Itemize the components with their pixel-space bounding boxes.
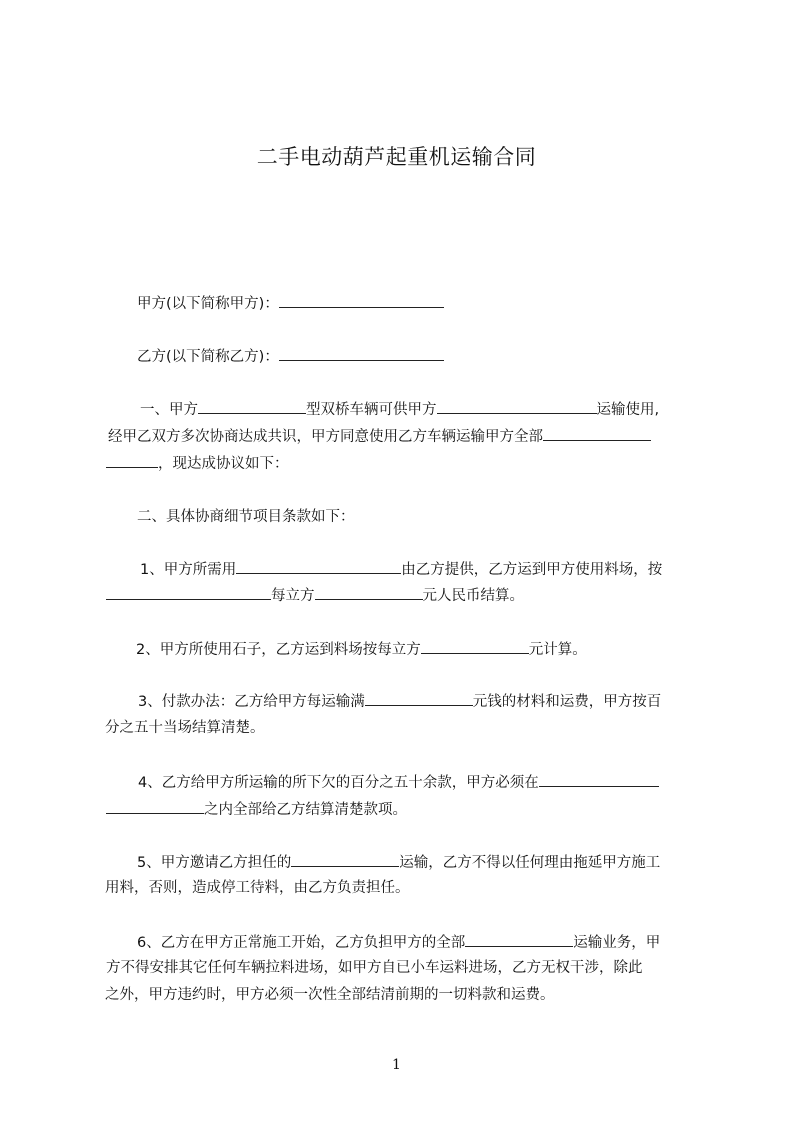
item5-text-2: 运输，乙方不得以任何理由拖延甲方施工 bbox=[399, 855, 661, 871]
blank bbox=[315, 584, 423, 600]
item1-text-4: 元人民币结算。 bbox=[422, 588, 524, 604]
item5-text-1: 5、甲方邀请乙方担任的 bbox=[137, 855, 292, 871]
item2-text-1: 2、甲方所使用石子，乙方运到料场按每立方 bbox=[136, 642, 421, 658]
party-b-blank bbox=[279, 345, 444, 361]
clause2-line bbox=[137, 507, 355, 527]
item4-line1 bbox=[138, 771, 659, 793]
item1-line2 bbox=[106, 584, 524, 606]
item4-text-1: 4、乙方给甲方所运输的所下欠的百分之五十余款，甲方必须在 bbox=[138, 775, 539, 791]
blank bbox=[421, 638, 529, 654]
item2-text-2: 元计算。 bbox=[528, 642, 587, 658]
item3-text-1: 3、付款办法：乙方给甲方每运输满 bbox=[138, 694, 365, 710]
party-b-label: 乙方(以下简称乙方)： bbox=[137, 349, 279, 365]
item5-text-3: 用料，否则，造成停工待料，由乙方负责担任。 bbox=[105, 880, 410, 896]
item4-line2 bbox=[106, 798, 407, 820]
item4-text-2: 之内全部给乙方结算清楚款项。 bbox=[204, 802, 407, 818]
item6-text-4: 之外，甲方违约时，甲方必须一次性全部结清前期的一切料款和运费。 bbox=[105, 987, 555, 1003]
blank bbox=[539, 771, 659, 787]
item1-text-3: 每立方 bbox=[271, 588, 315, 604]
blank bbox=[543, 425, 651, 441]
blank bbox=[198, 398, 306, 414]
item1-text-2: 由乙方提供，乙方运到甲方使用料场，按 bbox=[401, 562, 663, 578]
item3-text-2: 元钱的材料和运费，甲方按百 bbox=[472, 694, 662, 710]
clause1-line2 bbox=[108, 425, 651, 447]
item6-text-2: 运输业务，甲 bbox=[573, 935, 661, 951]
page-number: 1 bbox=[392, 1057, 401, 1073]
clause1-text-2: 型双桥车辆可供甲方 bbox=[306, 402, 437, 418]
item6-line1 bbox=[137, 931, 660, 953]
blank bbox=[437, 398, 597, 414]
blank bbox=[106, 584, 271, 600]
blank bbox=[365, 690, 473, 706]
item5-line1 bbox=[137, 851, 660, 873]
clause1-text-4: 经甲乙双方多次协商达成共识，甲方同意使用乙方车辆运输甲方全部 bbox=[108, 429, 543, 445]
clause1-text-5: ，现达成协议如下： bbox=[158, 456, 289, 472]
item6-line2 bbox=[106, 958, 643, 978]
item1-line1 bbox=[140, 558, 662, 580]
party-a-label: 甲方(以下简称甲方)： bbox=[137, 296, 279, 312]
party-a-line bbox=[137, 292, 444, 314]
blank bbox=[465, 931, 573, 947]
clause1-text-3: 运输使用, bbox=[596, 402, 660, 418]
party-a-blank bbox=[279, 292, 444, 308]
item6-text-3: 方不得安排其它任何车辆拉料进场，如甲方自已小车运料进场，乙方无权干涉，除此 bbox=[106, 960, 643, 976]
item6-line3 bbox=[105, 985, 555, 1005]
clause1-text-1: 一、甲方 bbox=[140, 402, 198, 418]
party-b-line bbox=[137, 345, 444, 367]
item3-line1 bbox=[138, 690, 661, 712]
item1-text-1: 1、甲方所需用 bbox=[140, 562, 237, 578]
item6-text-1: 6、乙方在甲方正常施工开始，乙方负担甲方的全部 bbox=[137, 935, 466, 951]
clause2-text: 二、具体协商细节项目条款如下： bbox=[137, 509, 355, 525]
item3-text-3: 分之五十当场结算清楚。 bbox=[105, 720, 265, 736]
document-title: 二手电动葫芦起重机运输合同 bbox=[256, 145, 537, 169]
blank bbox=[236, 558, 401, 574]
clause1-line1 bbox=[140, 398, 659, 420]
item5-line2 bbox=[105, 878, 410, 898]
item2-line bbox=[136, 638, 587, 660]
clause1-line3 bbox=[106, 452, 289, 474]
blank bbox=[106, 798, 204, 814]
blank bbox=[291, 851, 399, 867]
blank bbox=[106, 452, 158, 468]
item3-line2 bbox=[105, 718, 265, 738]
